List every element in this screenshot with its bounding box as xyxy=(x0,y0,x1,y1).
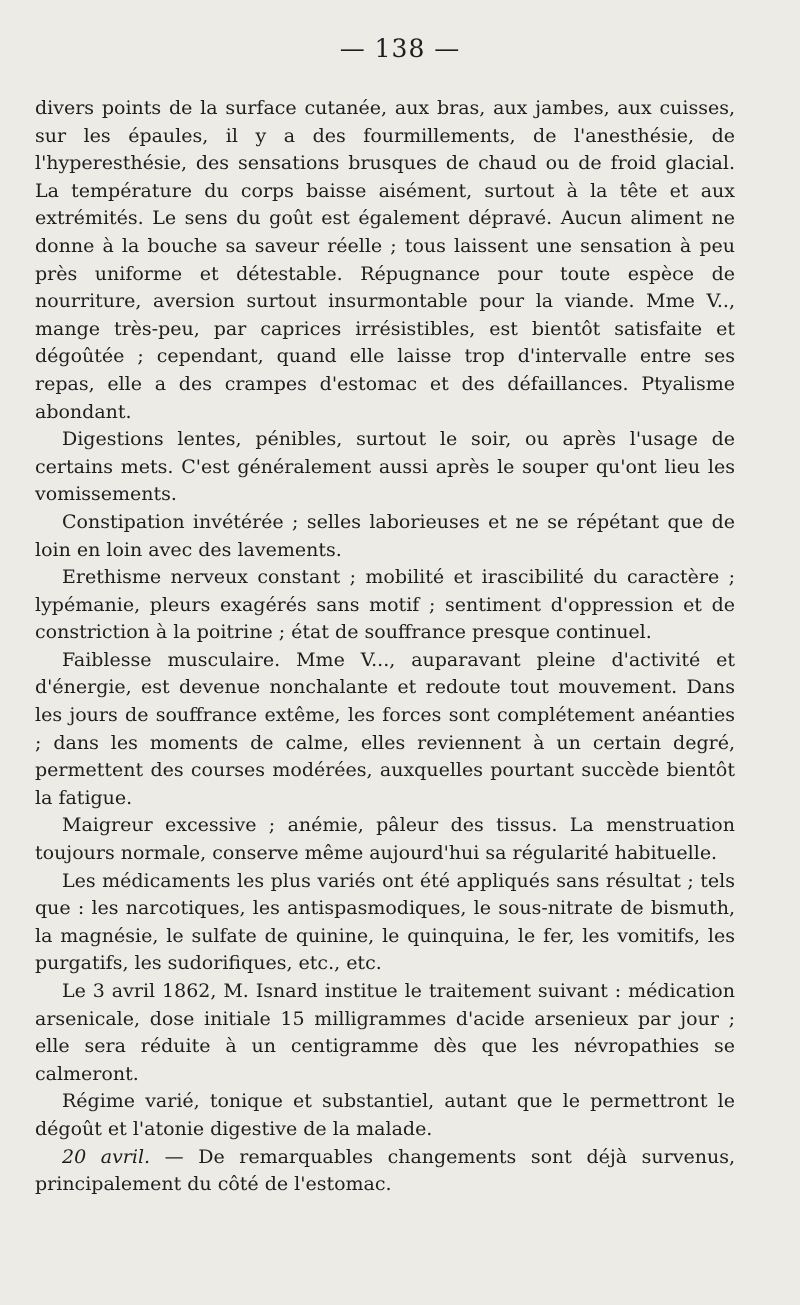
paragraph-maigreur: Maigreur excessive ; anémie, pâleur des tissus. La menstruation toujours normale, conserve même aujourd'hui sa régularité habituelle. xyxy=(35,814,735,865)
paragraph-text-cont: Mme V..., auparavant pleine d'activité et d'énergie, est devenue nonchalante et redoute tout mouvement. Dans les jours de souffrance extême, les forces sont complétement anéanties ; dans les moments de calme, elles reviennent à un certain degré, permettent des courses modérées, auxquelles pourtant succède bientôt la fatigue. xyxy=(35,648,736,809)
paragraph-text: Faiblesse musculaire. xyxy=(62,648,281,671)
paragraph-text: divers points de la surface cutanée, aux bras, aux jambes, aux cuisses, sur les épaules, il y a des fourmillements, de l'anesthésie, de l'hyperesthésie, des sensations brusques de chaud ou de froid glacial. La température du corps baisse aisément, surtout à la tête et aux extrémités. Le sens du goût est également dépravé. Aucun aliment ne donne à la bouche sa saveur réelle ; tous laissent une sensation à peu près uniforme et détestable. Répugnance pour toute espèce de nourriture, aversion surtout insurmontable pour la viande. xyxy=(35,97,735,313)
paragraph-20-avril xyxy=(35,1144,735,1199)
paragraph-constipation: Constipation invétérée ; selles laborieuses et ne se répétant que de loin en loin avec des lavements. xyxy=(35,510,735,561)
paragraph-digestions: Digestions lentes, pénibles, surtout le soir, ou après l'usage de certains mets. C'est généralement aussi après le souper qu'ont lieu les vomissements. xyxy=(35,428,735,506)
paragraph-regime: Régime varié, tonique et substantiel, autant que le permettront le dégoût et l'atonie digestive de la malade. xyxy=(35,1090,735,1140)
paragraph-traitement: Le 3 avril 1862, M. Isnard institue le traitement suivant : médication arsenicale, dose initiale 15 milligrammes d'acide arsenieux par jour ; elle sera réduite à un centigramme dès que les névropathies se calmeront. xyxy=(35,980,735,1085)
paragraph-text-cont: Mme V.., mange très-peu, par caprices irrésistibles, est bientôt satisfaite et dégoûtée ; cependant, quand elle laisse trop d'intervalle entre ses repas, elle a des crampes d'estomac et des défaillances. Ptyalisme abondant. xyxy=(35,290,735,423)
paragraph-sensations xyxy=(35,95,735,426)
paragraph-text: — De remarquables changements sont déjà survenus, principalement du côté de l'estomac. xyxy=(35,1145,735,1196)
paragraph-faiblesse xyxy=(35,647,735,813)
paragraph-erethisme: Erethisme nerveux constant ; mobilité et irascibilité du caractère ; lypémanie, pleurs exagérés sans motif ; sentiment d'oppression et de constriction à la poitrine ; état de souffrance presque continuel. xyxy=(35,566,735,644)
page-number: — 138 — xyxy=(339,34,461,63)
body-text xyxy=(35,95,735,1199)
date-label: 20 avril. xyxy=(62,1145,151,1168)
paragraph-medicaments: Les médicaments les plus variés ont été appliqués sans résultat ; tels que : les narcotiques, les antispasmodiques, le sous-nitrate de bismuth, la magnésie, le sulfate de quinine, le quinquina, le fer, les vomitifs, les purgatifs, les sudorifiques, etc., etc. xyxy=(35,869,735,975)
